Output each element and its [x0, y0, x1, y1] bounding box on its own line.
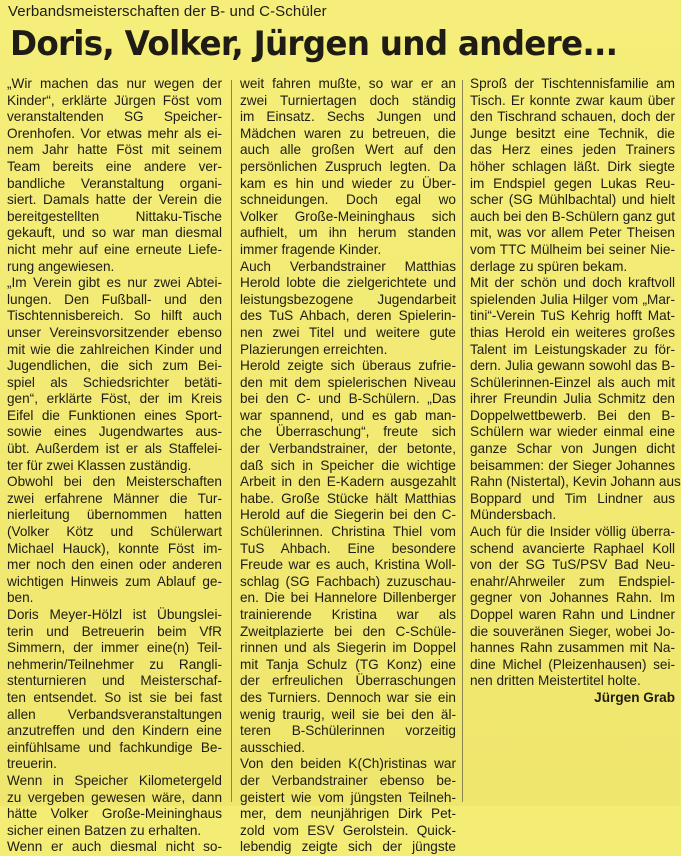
text-line: persönlichen Zuspruch legten. Da [240, 158, 456, 174]
author-signature: Jürgen Grab [594, 689, 675, 705]
text-line: Volker Große-Meininghaus sich [240, 208, 456, 224]
text-line: stenturnieren und Meisterschaf- [7, 673, 222, 689]
text-line: enahr/Ahrweiler zum Endspiel- [470, 573, 675, 589]
text-line: mit wie die zahlreichen Kinder und [7, 341, 222, 357]
text-line: Tisch. Er konnte zwar kaum über [470, 92, 675, 108]
text-line: Herold zeigte sich überaus zufrie- [240, 358, 456, 374]
text-line: gegner von Johannes Rahn. Im [470, 590, 675, 606]
text-line: thias Herold ein weiteres großes [470, 324, 675, 340]
text-line: nierleitung übernommen hatten [7, 507, 222, 523]
text-line: rinnen und als Siegerin im Doppel [240, 640, 456, 656]
text-line: Boppard und Tim Lindner aus [470, 490, 675, 506]
text-line: (Volker Kötz und Schülerwart [7, 524, 222, 540]
text-line: kam es hin und wieder zu Über- [240, 175, 456, 191]
text-line: war spannend, und es gab man- [240, 407, 456, 423]
column-divider [231, 80, 232, 802]
text-line: nen zwei Titel und weitere gute [240, 324, 456, 340]
text-line: „Im Verein gibt es nur zwei Abtei- [7, 275, 222, 291]
text-line: siert. Damals hatte der Verein die [7, 192, 222, 208]
text-line: die souveränen Sieger, wobei Jo- [470, 623, 675, 639]
text-line: Arbeit in den E-Kadern ausgezahlt [240, 474, 456, 490]
text-line: ten entsendet. So ist sie bei fast [7, 689, 222, 705]
text-line: unser Vereinsvorsitzender ebenso [7, 324, 222, 340]
text-line: „Wir machen das nur wegen der [7, 76, 222, 91]
text-line: lungen. Den Fußball- und den [7, 291, 222, 307]
text-line: anzutreffen und den Kindern eine [7, 723, 222, 739]
text-line: einfühlsame und fachkundige Be- [7, 739, 222, 755]
text-line: das Herz eines jeden Trainers [470, 142, 675, 158]
text-line: vom TTC Mülheim bei seiner Nie- [470, 241, 675, 257]
text-line: des Turniers. Dennoch war sie ein [240, 689, 456, 705]
text-line: im Einsatz. Sechs Jungen und [240, 109, 456, 125]
text-line: dern. Julia gewann sowohl das B- [470, 358, 675, 374]
text-line: Herold auf die Siegerin bei den C- [240, 507, 456, 523]
text-line: ganze Schar von Jungen dicht [470, 441, 675, 457]
text-line: Orenhofen. Vor etwas mehr als ei- [7, 125, 222, 141]
text-line: en. Die bei Hannelore Dillenberger [240, 590, 456, 606]
text-line: bei den C- und B-Schülern. „Das [240, 391, 456, 407]
text-line: gekauft, und so war man diesmal [7, 225, 222, 241]
text-line: Doppelwettbewerb. Bei den B- [470, 407, 675, 423]
text-line: Schülern war wieder einmal eine [470, 424, 675, 440]
text-line: Plazierungen erreichten. [240, 341, 388, 357]
text-line: Michael Hauck), konnte Föst im- [7, 540, 222, 556]
text-line: mer, dem neunjährigen Dirk Pet- [240, 806, 456, 822]
text-line: aufhielt, um ihn herum standen [240, 225, 456, 241]
text-line: terin und Betreuerin beim VfR [7, 623, 222, 639]
article-column-3 [470, 76, 681, 804]
text-line: Team bereits eine andere ver- [7, 158, 222, 174]
text-line: ter für zwei Klassen zuständig. [7, 457, 192, 473]
text-line: gen“, erklärte Föst, der im Kreis [7, 391, 222, 407]
text-line: auch alle großen Wert auf den [240, 142, 456, 158]
text-line: nehmerin/Teilnehmer zu Rangli- [7, 656, 222, 672]
text-line: Obwohl bei den Meisterschaften [7, 474, 222, 490]
text-line: Freude war es auch, Kristina Woll- [240, 557, 456, 573]
text-line: mer noch den einen oder anderen [7, 557, 222, 573]
text-line: Schülerinnen. Christina Thiel vom [240, 524, 456, 540]
text-line: tini“-Verein TuS Kehrig hofft Mat- [470, 308, 675, 324]
text-line: Herold lobte die zielgerichtete und [240, 275, 456, 291]
article-kicker: Verbandsmeisterschaften der B- und C-Schüler [8, 3, 327, 20]
text-line: bandliche Veranstaltung organi- [7, 175, 222, 191]
text-line: allen Verbandsveranstaltungen [7, 706, 222, 722]
text-line: zold vom ESV Gerolstein. Quick- [240, 822, 456, 838]
text-line: auch bei den B-Schülern ganz gut [470, 208, 675, 224]
text-line: veranstaltenden SG Speicher- [7, 109, 222, 125]
text-line: beisammen: der Sieger Johannes [470, 457, 675, 473]
text-line: Junge besitzt eine Technik, die [470, 125, 675, 141]
text-line: daß sich in Speicher die wichtige [240, 457, 456, 473]
article-column-2 [240, 76, 456, 855]
text-line: den Tischrand schauen, doch der [470, 109, 675, 125]
text-line: wenig traurig, weil sie bei den äl- [240, 706, 456, 722]
text-line: Auch Verbandstrainer Matthias [240, 258, 456, 274]
text-line: Kinder“, erklärte Jürgen Föst vom [7, 92, 222, 108]
text-line: wichtigen Hinweis zum Ablauf ge- [7, 573, 222, 589]
text-line: den mit dem spielerischen Niveau [240, 374, 456, 390]
text-line: Doris Meyer-Hölzl ist Übungslei- [7, 607, 222, 622]
text-line: Wenn er auch diesmal nicht so- [7, 839, 222, 855]
text-line: der Verbandstrainer, der betonte, [240, 441, 456, 457]
text-line: Sproß der Tischtennisfamilie am [470, 76, 675, 91]
text-line: zwei Turniertagen doch ständig [240, 92, 456, 108]
text-line: sowie eines Jugendwartes aus- [7, 424, 222, 440]
text-line: hannes Rahn zusammen mit Na- [470, 640, 675, 656]
text-line: teren B-Schülerinnen vorzeitig [240, 723, 456, 739]
text-line: Schülerinnen-Einzel als auch mit [470, 374, 675, 390]
text-line: lebendig zeigte sich der jüngste [240, 839, 456, 855]
text-line: weit fahren mußte, so war er an [240, 76, 456, 91]
text-line: Talent im Leistungskader zu för- [470, 341, 675, 357]
text-line: treuerin. [7, 756, 57, 772]
text-line: spiel als Schiedsrichter betäti- [7, 374, 222, 390]
text-line: Mündersbach. [470, 507, 557, 523]
text-line: im Endspiel gegen Lukas Reu- [470, 175, 675, 191]
text-line: Doppel waren Rahn und Lindner [470, 607, 675, 622]
text-line: Von den beiden K(Ch)ristinas war [240, 756, 456, 772]
text-line: Auch für die Insider völlig überra- [470, 524, 675, 540]
text-line: zwei erfahrene Männer die Tur- [7, 490, 222, 506]
text-line: nicht mehr auf eine erneute Liefe- [7, 241, 222, 257]
text-line: übt. Außerdem ist er als Staffelei- [7, 441, 222, 457]
text-line: TuS Ahbach. Eine besondere [240, 540, 456, 556]
text-line: schneidungen. Doch egal wo [240, 192, 456, 208]
text-line: mit, was vor allem Peter Theisen [470, 225, 675, 241]
text-line: spielenden Julia Hilger vom „Mar- [470, 291, 675, 307]
text-line: ausschied. [240, 739, 305, 755]
text-line: sicher einen Batzen zu erhalten. [7, 822, 202, 838]
text-line: trainierende Kristina war als [240, 607, 456, 622]
text-line: Tischtennisbereich. So hilft auch [7, 308, 222, 324]
text-line: der Verbandstrainer ebenso be- [240, 772, 456, 788]
text-line: mit Tanja Schulz (TG Konz) eine [240, 656, 456, 672]
article-headline: Doris, Volker, Jürgen und andere... [10, 24, 618, 64]
text-line: nen dritten Meistertitel holte. [470, 673, 641, 689]
text-line: Jugendlichen, die sich zum Bei- [7, 358, 222, 374]
column-divider [462, 80, 463, 802]
text-line: Zweitplazierte bei den C-Schüle- [240, 623, 456, 639]
text-line: habe. Große Stücke hält Matthias [240, 490, 456, 506]
text-line: derlage zu spüren bekam. [470, 258, 628, 274]
text-line: des TuS Ahbach, deren Spielerin- [240, 308, 456, 324]
text-line: geistert wie vom jüngsten Teilneh- [240, 789, 456, 805]
text-line: höher schlagen läßt. Dirk siegte [470, 158, 675, 174]
text-line: che Überraschung“, freute sich [240, 424, 456, 440]
text-line: dine Michel (Pleizenhausen) sei- [470, 656, 675, 672]
text-line: leistungsbezogene Jugendarbeit [240, 291, 456, 307]
text-line: schend avancierte Raphael Koll [470, 540, 675, 556]
text-line: Mädchen waren zu betreuen, die [240, 125, 456, 141]
text-line: scher (SG Mühlbachtal) und hielt [470, 192, 675, 208]
article-column-1 [7, 76, 222, 855]
text-line: Mit der schön und doch kraftvoll [470, 275, 675, 291]
text-line: schlag (SG Fachbach) zuzuschau- [240, 573, 456, 589]
text-line: nem Jahr hatte Föst mit seinem [7, 142, 222, 158]
text-line: hätte Volker Große-Meininghaus [7, 806, 222, 822]
text-line: von der SG TuS/PSV Bad Neu- [470, 557, 675, 573]
text-line: ben. [7, 590, 34, 606]
text-line: der erfreulichen Überraschungen [240, 673, 456, 689]
text-line: Rahn (Nistertal), Kevin Johann aus [470, 474, 681, 490]
text-line: ihrer Freundin Julia Schmitz den [470, 391, 675, 407]
text-line: immer fragende Kinder. [240, 241, 382, 257]
text-line: Eifel die Funktionen eines Sport- [7, 407, 222, 423]
text-line: zu vergeben gewesen wäre, dann [7, 789, 222, 805]
text-line: rung angewiesen. [7, 258, 115, 274]
text-line: bereitgestellten Nittaku-Tische [7, 208, 222, 224]
text-line: Simmern, der immer eine(n) Teil- [7, 640, 222, 656]
text-line: Wenn in Speicher Kilometergeld [7, 772, 222, 788]
